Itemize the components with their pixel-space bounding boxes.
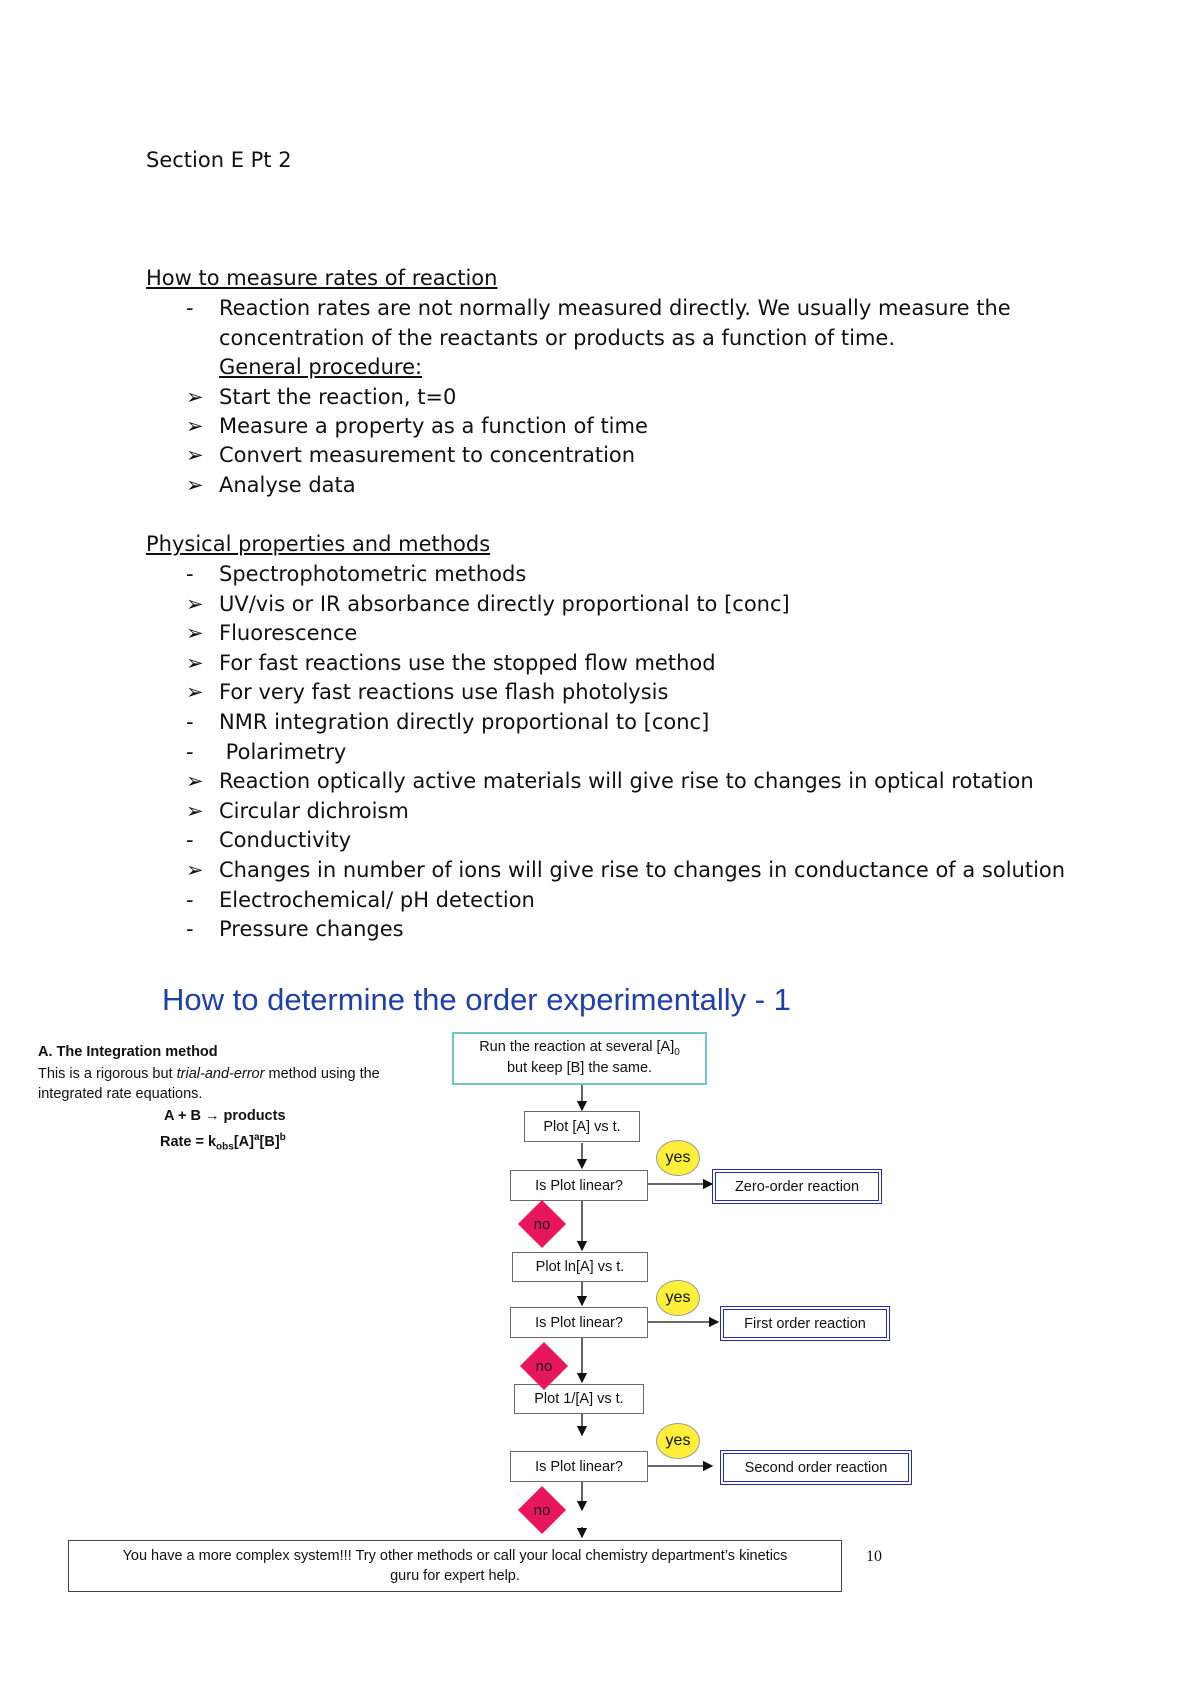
rate-law: Rate = $k_{obs}[A]^a[B]^b$ [160, 1132, 286, 1153]
physical-method-text: Pressure changes [219, 917, 404, 942]
yes-label: yes [656, 1423, 700, 1459]
intro-text-1: Reaction rates are not normally measured directly. We usually measure the [219, 296, 1011, 320]
first-order-result: First order reaction [720, 1306, 890, 1341]
physical-method-text: UV/vis or IR absorbance directly proportional to [conc] [219, 591, 790, 616]
step-item: ➢ Analyse data [146, 473, 356, 497]
physical-method-text: Changes in number of ions will give rise to changes in conductance of a solution [219, 858, 1066, 882]
physical-method-text: NMR integration directly proportional to [conc] [219, 710, 710, 734]
reaction-equation: A + B → products [164, 1108, 286, 1124]
decision-box: Is Plot linear? [510, 1170, 648, 1201]
decision-box: Is Plot linear? [510, 1307, 648, 1338]
dash-bullet: - [186, 828, 194, 853]
dash-bullet: - [186, 887, 194, 912]
arrow-bullet-icon: ➢ [186, 858, 204, 882]
method-description: This is a rigorous but trial-and-error method using the [38, 1066, 380, 1082]
arrow-bullet-icon: ➢ [186, 769, 204, 794]
physical-method-text: For very fast reactions use flash photolysis [219, 680, 669, 705]
step-item: ➢ Start the reaction, t=0 [146, 385, 456, 409]
method-heading: A. The Integration method [38, 1044, 218, 1060]
second-order-result: Second order reaction [720, 1450, 912, 1485]
yes-label: yes [656, 1280, 700, 1316]
arrow-bullet-icon: ➢ [186, 621, 204, 646]
plot-a-box: Plot [A] vs t. [524, 1111, 640, 1142]
section-title: Section E Pt 2 [146, 148, 292, 172]
arrow-bullet-icon: ➢ [186, 443, 204, 467]
step-item: ➢ Convert measurement to concentration [146, 443, 635, 467]
physical-method-text: Conductivity [219, 828, 351, 853]
physical-method-text: For fast reactions use the stopped flow method [219, 650, 716, 675]
arrow-bullet-icon: ➢ [186, 650, 204, 675]
arrow-bullet-icon: ➢ [186, 385, 204, 409]
arrow-bullet-icon: ➢ [186, 473, 204, 497]
physical-method-text: Spectrophotometric methods [219, 562, 527, 586]
figure-title: How to determine the order experimentally - 1 [162, 982, 791, 1017]
physical-heading: Physical properties and methods [146, 532, 491, 556]
method-description-line-2: integrated rate equations. [38, 1086, 203, 1102]
arrow-bullet-icon: ➢ [186, 591, 204, 616]
arrow-bullet-icon: ➢ [186, 798, 204, 823]
arrow-bullet-icon: ➢ [186, 680, 204, 705]
physical-method-text: Fluorescence [219, 621, 358, 646]
complex-system-box: You have a more complex system!!! Try other methods or call your local chemistry department’s kinetics guru for expert help. [68, 1540, 842, 1592]
physical-method-text: Circular dichroism [219, 798, 409, 823]
general-procedure-label: General procedure: [219, 355, 423, 379]
physical-method-text: Reaction optically active materials will give rise to changes in optical rotation [219, 769, 1034, 794]
physical-method-text: Polarimetry [219, 739, 347, 764]
dash-bullet: - [186, 296, 194, 320]
no-label: no [520, 1342, 568, 1390]
page-number: 10 [866, 1548, 882, 1565]
zero-order-result: Zero-order reaction [712, 1169, 882, 1204]
physical-method-text: Electrochemical/ pH detection [219, 887, 535, 912]
yes-label: yes [656, 1140, 700, 1176]
no-label: no [518, 1200, 566, 1248]
decision-box: Is Plot linear? [510, 1451, 648, 1482]
step-item: ➢ Measure a property as a function of time [146, 414, 648, 438]
measure-intro-line-2: concentration of the reactants or products as a function of time. [219, 326, 896, 350]
dash-bullet: - [186, 917, 194, 942]
start-box: Run the reaction at several $[A]_0$ but keep [B] the same. [452, 1032, 707, 1085]
dash-bullet: - [186, 739, 194, 764]
dash-bullet: - [186, 562, 194, 586]
dash-bullet: - [186, 710, 194, 734]
arrow-bullet-icon: ➢ [186, 414, 204, 438]
measure-heading: How to measure rates of reaction [146, 266, 498, 290]
plot-ln-a-box: Plot ln[A] vs t. [512, 1252, 648, 1282]
plot-inverse-a-box: Plot 1/[A] vs t. [514, 1384, 644, 1414]
no-label: no [518, 1486, 566, 1534]
